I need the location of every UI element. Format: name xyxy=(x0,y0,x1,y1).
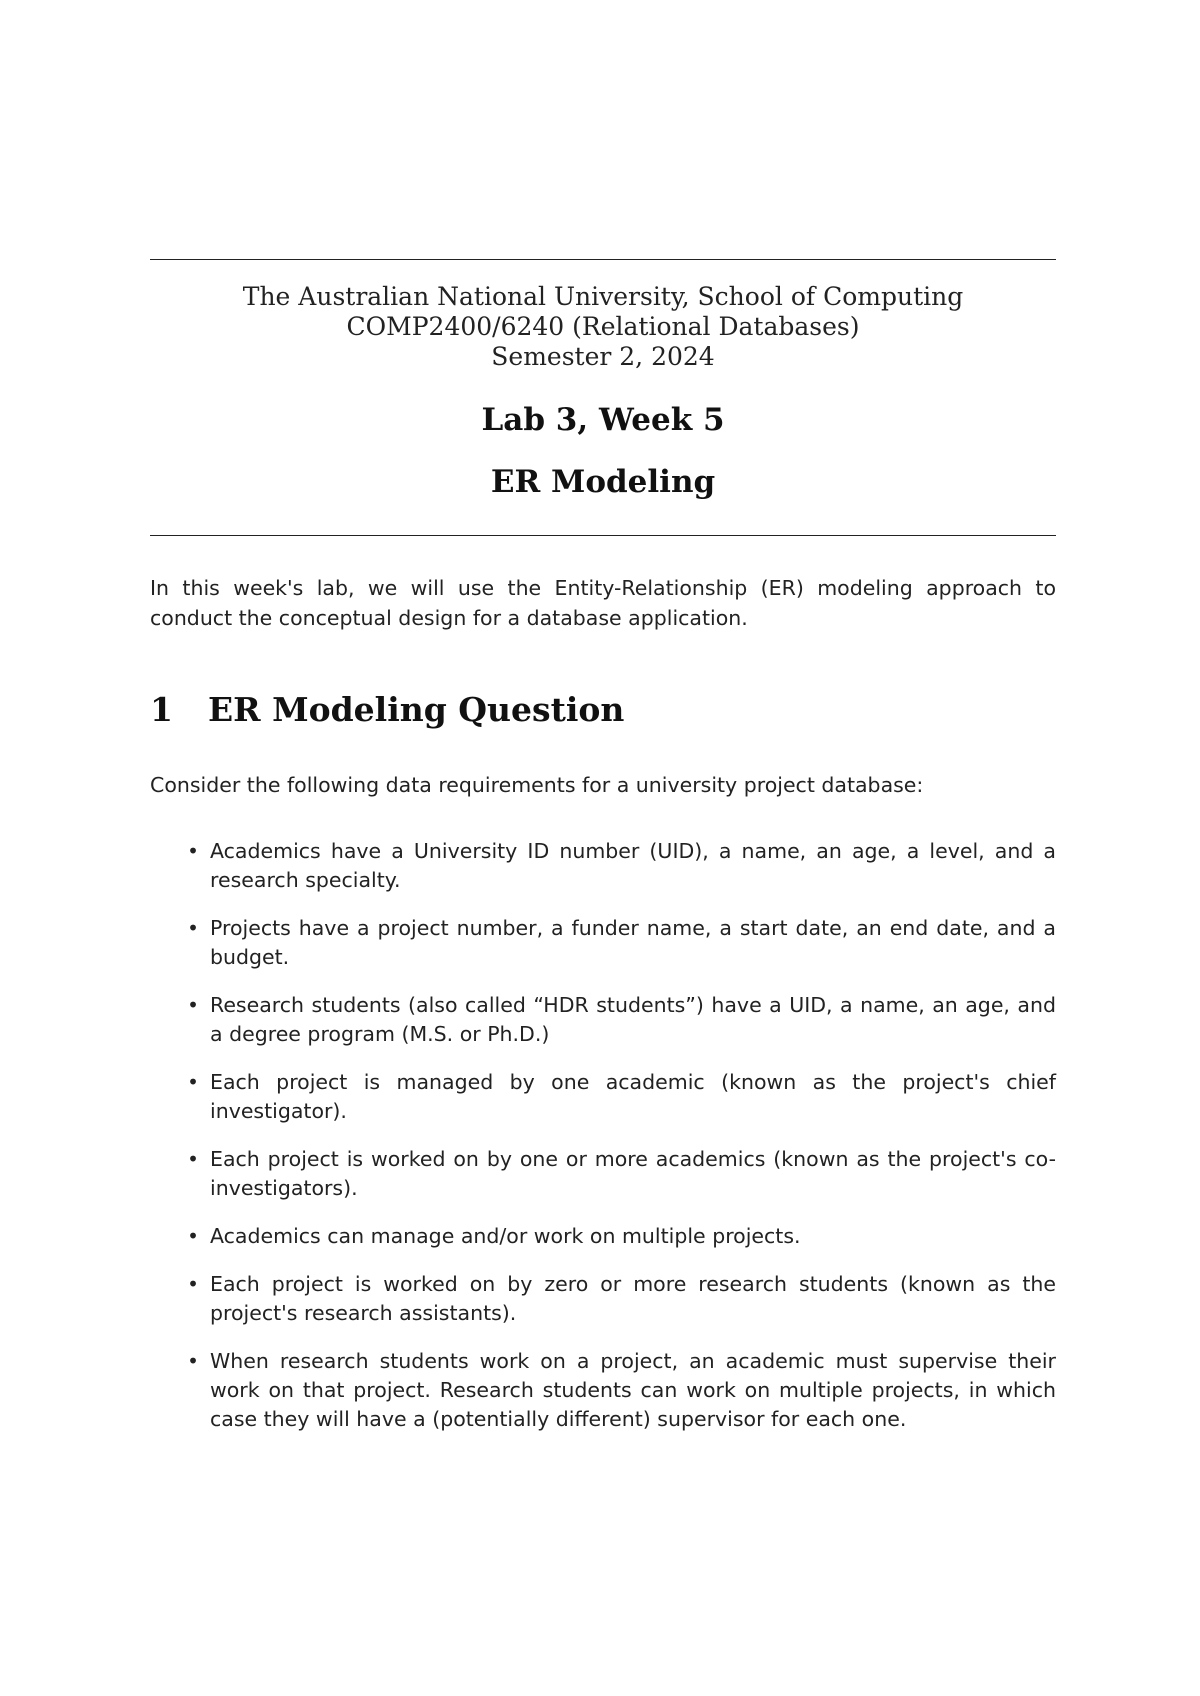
list-item-text: Each project is managed by one academic (known as the project's chief investigator). xyxy=(210,1070,1056,1123)
institution-line: The Australian National University, School of Computing xyxy=(242,282,964,311)
list-item-text: Academics have a University ID number (UID), a name, an age, a level, and a research specialty. xyxy=(210,839,1056,892)
section-heading xyxy=(150,688,1056,732)
bullet-icon: • xyxy=(187,1272,199,1296)
list-item xyxy=(150,914,1056,972)
bullet-icon: • xyxy=(187,993,199,1017)
lab-title: Lab 3, Week 5 xyxy=(481,402,725,438)
requirements-list xyxy=(150,837,1056,1453)
intro-paragraph: In this week's lab, we will use the Entity-Relationship (ER) modeling approach to conduct the conceptual design for a database application. xyxy=(150,576,1056,630)
list-item-text: Academics can manage and/or work on multiple projects. xyxy=(210,1224,801,1248)
list-item-text: Each project is worked on by one or more academics (known as the project's co-investigators). xyxy=(210,1147,1056,1200)
list-item xyxy=(150,1347,1056,1434)
list-item xyxy=(150,1222,1056,1251)
list-item-text: Research students (also called “HDR students”) have a UID, a name, an age, and a degree program (M.S. or Ph.D.) xyxy=(210,993,1056,1046)
list-item xyxy=(150,1270,1056,1328)
bullet-icon: • xyxy=(187,839,199,863)
section-title: ER Modeling Question xyxy=(208,690,625,729)
topic-title: ER Modeling xyxy=(490,464,716,500)
bullet-icon: • xyxy=(187,1070,199,1094)
semester-line: Semester 2, 2024 xyxy=(491,342,715,371)
bullet-icon: • xyxy=(187,1349,199,1373)
list-item-text: When research students work on a project, an academic must supervise their work on that project. Research students can work on multiple projects, in which case they will have a (potentially different) supervisor for each one. xyxy=(210,1349,1056,1431)
document-header xyxy=(150,282,1056,372)
bottom-horizontal-rule xyxy=(150,535,1056,536)
bullet-icon: • xyxy=(187,916,199,940)
list-item xyxy=(150,1145,1056,1203)
top-horizontal-rule xyxy=(150,259,1056,260)
bullet-icon: • xyxy=(187,1147,199,1171)
list-item-text: Each project is worked on by zero or more research students (known as the project's research assistants). xyxy=(210,1272,1056,1325)
requirements-lead: Consider the following data requirements for a university project database: xyxy=(150,773,924,797)
bullet-icon: • xyxy=(187,1224,199,1248)
list-item xyxy=(150,1068,1056,1126)
course-line: COMP2400/6240 (Relational Databases) xyxy=(346,312,860,341)
list-item xyxy=(150,837,1056,895)
list-item xyxy=(150,991,1056,1049)
list-item-text: Projects have a project number, a funder name, a start date, an end date, and a budget. xyxy=(210,916,1056,969)
section-number: 1 xyxy=(150,690,173,729)
